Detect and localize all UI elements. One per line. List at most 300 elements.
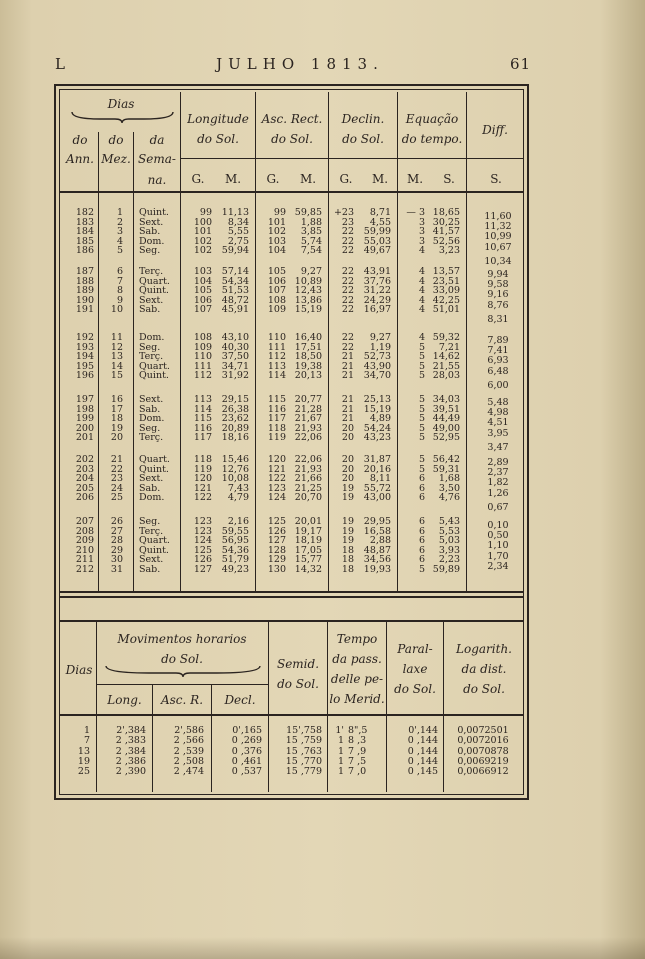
rule-col-semana: [180, 92, 181, 592]
table-cell: 37,76: [363, 275, 391, 287]
table-cell: 19: [110, 422, 123, 434]
t2-header-log-1: Logarith.: [456, 642, 512, 656]
table-cell: 3: [418, 226, 425, 238]
t2-header-tempo-2: da pass.: [332, 652, 382, 666]
table-cell: 20,77: [294, 394, 322, 405]
table-cell: 4: [116, 235, 123, 247]
table-cell: 5,03: [438, 535, 460, 547]
table-cell: 54,24: [363, 422, 391, 434]
table-cell: 102: [267, 226, 286, 238]
table-cell: 128: [267, 544, 286, 556]
table-cell: 106: [267, 275, 286, 287]
rule-col-ann: [98, 132, 99, 592]
table-cell: 203: [75, 463, 94, 475]
table2-cell: 2',384: [116, 725, 146, 736]
table-cell: 51,53: [221, 285, 249, 297]
table2-cell: 1: [83, 725, 90, 736]
table-cell: Quint.: [139, 207, 169, 218]
table-cell: Sext.: [139, 473, 164, 485]
table-cell: 6: [418, 535, 425, 547]
table2-cell: 1: [337, 766, 344, 778]
table-cell: 206: [75, 492, 94, 504]
table-cell: 11,13: [221, 207, 249, 218]
t2-rule-header-bottom: [60, 714, 524, 716]
table2-cell: 0 ,145: [407, 766, 438, 778]
diff-cell: 8,31: [487, 313, 509, 325]
table-cell: 112: [193, 370, 212, 382]
unit-g-1: G.: [191, 172, 205, 186]
table-cell: Quart.: [139, 275, 170, 287]
table-cell: 9,27: [369, 332, 391, 343]
t2-rule-subheader: [97, 684, 268, 685]
table-cell: 7: [116, 275, 123, 287]
table-cell: 120: [193, 473, 212, 485]
table-cell: 22: [341, 285, 354, 297]
table-cell: 4: [418, 266, 425, 277]
t2-rule-col-asc: [211, 684, 212, 792]
table-cell: 115: [193, 413, 212, 425]
diff-cell: 7,41: [487, 345, 509, 357]
diff-cell: 4,51: [487, 417, 509, 429]
table-cell: 1,19: [369, 341, 391, 353]
rule-table-separator: [60, 596, 524, 598]
table-cell: 212: [75, 564, 94, 575]
table-cell: 105: [193, 285, 212, 297]
table-cell: 3,50: [438, 482, 460, 494]
table-cell: 10,89: [294, 275, 322, 287]
table-cell: 44,49: [432, 413, 460, 425]
table-cell: 208: [75, 525, 94, 537]
table-cell: 34,56: [363, 554, 391, 566]
header-longitude-1: Longitude: [187, 112, 249, 126]
table-cell: 5,55: [227, 226, 249, 238]
table-cell: 204: [75, 473, 94, 485]
table-cell: 5,43: [438, 516, 460, 527]
table-cell: 106: [193, 294, 212, 306]
table-cell: 3: [418, 216, 425, 228]
table-cell: 30,25: [432, 216, 460, 228]
table-cell: 22: [341, 266, 354, 277]
table-cell: 49,23: [221, 564, 249, 575]
table-cell: 122: [267, 473, 286, 485]
table-cell: 6: [418, 544, 425, 556]
table-cell: 48,87: [363, 544, 391, 556]
header-equacao-1: Equação: [405, 112, 459, 126]
table-cell: 13,57: [432, 266, 460, 277]
table-cell: 45,91: [221, 304, 249, 316]
table2-cell: 0 ,144: [407, 745, 438, 757]
table-cell: 210: [75, 544, 94, 556]
table-cell: 43,90: [363, 360, 391, 372]
diff-cell: 6,00: [487, 379, 509, 391]
table-cell: 27: [110, 525, 123, 537]
table-cell: 22: [341, 304, 354, 316]
table-cell: 28: [110, 535, 123, 547]
rule-header-split: [181, 158, 467, 159]
table-cell: 2,23: [438, 554, 460, 566]
table2-cell: 0,0072016: [457, 735, 509, 747]
table-cell: 12: [110, 341, 123, 353]
table-cell: 22,06: [294, 432, 322, 444]
table-cell: 113: [193, 394, 212, 405]
table-cell: 23,51: [432, 275, 460, 287]
table-cell: 5: [418, 370, 425, 382]
table-cell: Seg.: [139, 341, 161, 353]
table-cell: 7,43: [227, 482, 249, 494]
t2-header-tempo-4: lo Merid.: [329, 692, 385, 706]
table-cell: 43,91: [363, 266, 391, 277]
table-cell: Sext.: [139, 294, 164, 306]
table-cell: 2,75: [227, 235, 249, 247]
table-cell: 201: [75, 432, 94, 444]
t2-rule-col-tempo: [386, 622, 387, 792]
table2-cell: 2 ,390: [115, 766, 146, 778]
table-cell: 14: [110, 360, 123, 372]
table2-cell: 15 ,759: [285, 735, 322, 747]
rule-col-declin: [397, 92, 398, 592]
table-cell: 200: [75, 422, 94, 434]
page-title: JULHO 1813.: [216, 55, 384, 73]
header-ann-1: do: [72, 133, 88, 147]
table-cell: 198: [75, 403, 94, 415]
t2-rule-col-long: [152, 684, 153, 792]
table-cell: 21: [341, 394, 354, 405]
table-cell: 109: [267, 304, 286, 316]
table-cell: 6: [418, 492, 425, 504]
header-asc-2: do Sol.: [271, 132, 313, 146]
table-cell: 39,51: [432, 403, 460, 415]
table-cell: 188: [75, 275, 94, 287]
table-cell: 18,19: [294, 535, 322, 547]
page-number: 61: [510, 55, 532, 73]
diff-cell: 1,70: [487, 550, 509, 562]
table-cell: 34,03: [432, 394, 460, 405]
table-cell: 30: [110, 554, 123, 566]
rule-col-asc: [328, 92, 329, 592]
table-cell: 59,32: [432, 332, 460, 343]
table-cell: 56,95: [221, 535, 249, 547]
table-cell: 9: [116, 294, 123, 306]
unit-s-1: S.: [443, 172, 455, 186]
table-cell: Seg.: [139, 245, 161, 257]
table-cell: 4,89: [369, 413, 391, 425]
table-cell: 116: [193, 422, 212, 434]
table2-cell: 2',586: [174, 725, 204, 736]
table-cell: 18,16: [221, 432, 249, 444]
table-cell: 59,85: [294, 207, 322, 218]
table-cell: 16: [110, 394, 123, 405]
table-cell: 209: [75, 535, 94, 547]
diff-cell: 9,58: [487, 279, 509, 291]
table-cell: 15,19: [363, 403, 391, 415]
table2-cell: 2 ,474: [173, 766, 204, 778]
rule-header-split-diff: [467, 158, 524, 159]
table-cell: 59,94: [221, 245, 249, 257]
table2-cell: 2 ,566: [173, 735, 204, 747]
header-ann-2: Ann.: [66, 152, 94, 166]
header-diff: Diff.: [482, 123, 508, 137]
table-cell: 104: [267, 245, 286, 257]
table-cell: 122: [193, 492, 212, 504]
table-cell: Sext.: [139, 216, 164, 228]
table-cell: 110: [193, 351, 212, 363]
table-cell: 4,76: [438, 492, 460, 504]
table-cell: 15,19: [294, 304, 322, 316]
table-cell: 5: [418, 454, 425, 465]
table-cell: 31: [110, 564, 123, 575]
table-cell: 31,87: [363, 454, 391, 465]
table-cell: Dom.: [139, 235, 165, 247]
diff-cell: 11,60: [484, 211, 512, 222]
table-cell: 54,36: [221, 544, 249, 556]
t2-header-paral-1: Paral-: [397, 642, 433, 656]
table-cell: 119: [267, 432, 286, 444]
t2-header-paral-3: do Sol.: [394, 682, 436, 696]
table-cell: 118: [193, 454, 212, 465]
t2-header-log-2: da dist.: [461, 662, 507, 676]
table-cell: 23: [341, 216, 354, 228]
table-cell: 7,54: [300, 245, 322, 257]
table-cell: 111: [267, 341, 286, 353]
table-cell: 115: [267, 394, 286, 405]
table-cell: 21: [341, 403, 354, 415]
table-cell: 5: [418, 341, 425, 353]
diff-cell: 3,47: [487, 441, 509, 453]
table-cell: 126: [267, 525, 286, 537]
rule-col-equacao: [466, 92, 467, 592]
table-cell: 192: [75, 332, 94, 343]
diff-cell: 6,48: [487, 365, 509, 377]
table-cell: 119: [193, 463, 212, 475]
table-cell: 1,88: [300, 216, 322, 228]
table-cell: 4,79: [227, 492, 249, 504]
table-cell: 4: [418, 245, 425, 257]
table-cell: 12,43: [294, 285, 322, 297]
table-cell: Sab.: [139, 403, 161, 415]
table-cell: Terç.: [139, 525, 164, 537]
table-cell: 52,73: [363, 351, 391, 363]
table-cell: 21,66: [294, 473, 322, 485]
table-cell: 2: [116, 216, 123, 228]
table-cell: 117: [193, 432, 212, 444]
table2-cell: 7 ,5: [348, 755, 367, 767]
diff-cell: 11,32: [484, 221, 512, 233]
header-longitude-2: do Sol.: [197, 132, 239, 146]
table-cell: 5: [418, 360, 425, 372]
table-cell: 8,34: [227, 216, 249, 228]
table2-cell: 1: [337, 755, 344, 767]
table-cell: Quint.: [139, 544, 169, 556]
table-cell: 40,30: [221, 341, 249, 353]
table-cell: 59,89: [432, 564, 460, 575]
table-cell: 1: [116, 207, 123, 218]
t2-header-decl: Decl.: [224, 693, 256, 707]
table-cell: 102: [193, 245, 212, 257]
table-cell: 120: [267, 454, 286, 465]
table-cell: 21,25: [294, 482, 322, 494]
table-cell: 55,03: [363, 235, 391, 247]
table-cell: 29,15: [221, 394, 249, 405]
table2-cell: 8 ,3: [348, 735, 367, 747]
table-cell: 3,23: [438, 245, 460, 257]
diff-cell: 9,94: [487, 269, 509, 280]
table-cell: 24,29: [363, 294, 391, 306]
table-cell: 19: [341, 535, 354, 547]
table-cell: 121: [267, 463, 286, 475]
table-cell: 5,53: [438, 525, 460, 537]
table-cell: Sab.: [139, 226, 161, 238]
table-cell: 127: [267, 535, 286, 547]
table2-cell: 0 ,461: [231, 755, 262, 767]
table-cell: 108: [193, 332, 212, 343]
diff-cell: 2,37: [487, 467, 509, 479]
table-cell: 194: [75, 351, 94, 363]
table-cell: 5: [418, 403, 425, 415]
table2-cell: 19: [77, 755, 90, 767]
table2-cell: 0 ,269: [231, 735, 262, 747]
table-cell: 49,67: [363, 245, 391, 257]
table-cell: 5: [418, 432, 425, 444]
table2-cell: 0,0066912: [457, 766, 509, 778]
table-cell: 5: [418, 394, 425, 405]
t2-header-movimentos-1: Movimentos horarios: [117, 632, 247, 646]
diff-cell: 1,82: [487, 477, 509, 489]
t2-header-long: Long.: [107, 693, 142, 707]
table-cell: 18,50: [294, 351, 322, 363]
table-cell: 8,71: [369, 207, 391, 218]
header-mez-2: Mez.: [101, 152, 131, 166]
table-cell: 43,00: [363, 492, 391, 504]
table-cell: 22: [341, 235, 354, 247]
diff-cell: 7,89: [487, 335, 509, 346]
table-cell: 3,85: [300, 226, 322, 238]
table-cell: 54,34: [221, 275, 249, 287]
table-cell: 199: [75, 413, 94, 425]
table-cell: 5: [116, 245, 123, 257]
table-cell: 20: [341, 432, 354, 444]
table-cell: 20,01: [294, 516, 322, 527]
table-cell: Quart.: [139, 535, 170, 547]
table-cell: 29,95: [363, 516, 391, 527]
diff-cell: 1,10: [487, 540, 509, 552]
t2-header-movimentos-2: do Sol.: [161, 652, 203, 666]
table-cell: 25: [110, 492, 123, 504]
table-cell: 189: [75, 285, 94, 297]
table-cell: 59,99: [363, 226, 391, 238]
table-cell: 123: [193, 516, 212, 527]
page-edge-shadow: [0, 937, 645, 959]
table2-cell: 2 ,539: [173, 745, 204, 757]
table-cell: Quart.: [139, 454, 170, 465]
table-cell: 111: [193, 360, 212, 372]
table-cell: 49,00: [432, 422, 460, 434]
table-cell: 99: [199, 207, 212, 218]
table-cell: 4,55: [369, 216, 391, 228]
diff-cell: 3,95: [487, 427, 509, 439]
table-cell: 107: [193, 304, 212, 316]
table-cell: Quint.: [139, 370, 169, 382]
table-cell: 26: [110, 516, 123, 527]
diff-cell: 1,26: [487, 487, 509, 499]
diff-cell: 10,99: [484, 231, 512, 243]
t2-header-asc: Asc. R.: [160, 693, 204, 707]
table-cell: 2,16: [227, 516, 249, 527]
table-cell: 12,76: [221, 463, 249, 475]
table2-cell: 1: [337, 745, 344, 757]
diff-cell: 10,34: [484, 255, 512, 267]
diff-cell: 0,50: [487, 530, 509, 542]
table-cell: 20,16: [363, 463, 391, 475]
table-cell: 22,06: [294, 454, 322, 465]
rule-table2-top: [60, 620, 524, 622]
table-cell: 102: [193, 235, 212, 247]
unit-g-2: G.: [266, 172, 280, 186]
table-cell: 124: [193, 535, 212, 547]
t2-header-paral-2: laxe: [402, 662, 428, 676]
header-mez-1: do: [108, 133, 124, 147]
table-cell: 15,46: [221, 454, 249, 465]
table-cell: 5: [418, 463, 425, 475]
table-cell: 59,55: [221, 525, 249, 537]
table-cell: 9,27: [300, 266, 322, 277]
table-cell: 99: [273, 207, 286, 218]
table2-cell: 0 ,537: [231, 766, 262, 778]
table2-cell: 7 ,0: [348, 766, 367, 778]
table-cell: 22: [341, 332, 354, 343]
table-cell: 15,77: [294, 554, 322, 566]
table-cell: 22: [341, 341, 354, 353]
table-cell: 21,93: [294, 422, 322, 434]
table-cell: 59,31: [432, 463, 460, 475]
table-cell: Sext.: [139, 394, 164, 405]
table-cell: 18: [341, 544, 354, 556]
rule-col-long: [255, 92, 256, 592]
table-cell: 18: [110, 413, 123, 425]
table-cell: Terç.: [139, 266, 164, 277]
table-cell: 22: [341, 294, 354, 306]
table2-cell: 2 ,383: [115, 735, 146, 747]
table-cell: 190: [75, 294, 94, 306]
table-cell: 20: [341, 422, 354, 434]
table-cell: Quint.: [139, 463, 169, 475]
table-cell: Sab.: [139, 482, 161, 494]
table-cell: 3: [116, 226, 123, 238]
diff-cell: 2,89: [487, 457, 509, 468]
table-cell: 29: [110, 544, 123, 556]
diff-cell: 5,48: [487, 397, 509, 408]
table-cell: 182: [75, 207, 94, 218]
t2-rule-col-paral: [443, 622, 444, 792]
table-cell: 125: [193, 544, 212, 556]
t2-rule-col-semid: [327, 622, 328, 792]
table-cell: 57,14: [221, 266, 249, 277]
table-cell: 20: [341, 473, 354, 485]
diff-cell: 6,93: [487, 355, 509, 367]
table-cell: Dom.: [139, 413, 165, 425]
table-cell: 195: [75, 360, 94, 372]
unit-m-3: M.: [371, 172, 389, 186]
unit-s-2: S.: [490, 172, 502, 186]
table-cell: 207: [75, 516, 94, 527]
table-cell: 187: [75, 266, 94, 277]
table-cell: Dom.: [139, 492, 165, 504]
table-cell: 104: [193, 275, 212, 287]
table-cell: 103: [193, 266, 212, 277]
table-cell: 43,23: [363, 432, 391, 444]
diff-cell: 0,67: [487, 501, 509, 513]
rule-col-mez: [133, 132, 134, 592]
table-cell: 114: [267, 370, 286, 382]
